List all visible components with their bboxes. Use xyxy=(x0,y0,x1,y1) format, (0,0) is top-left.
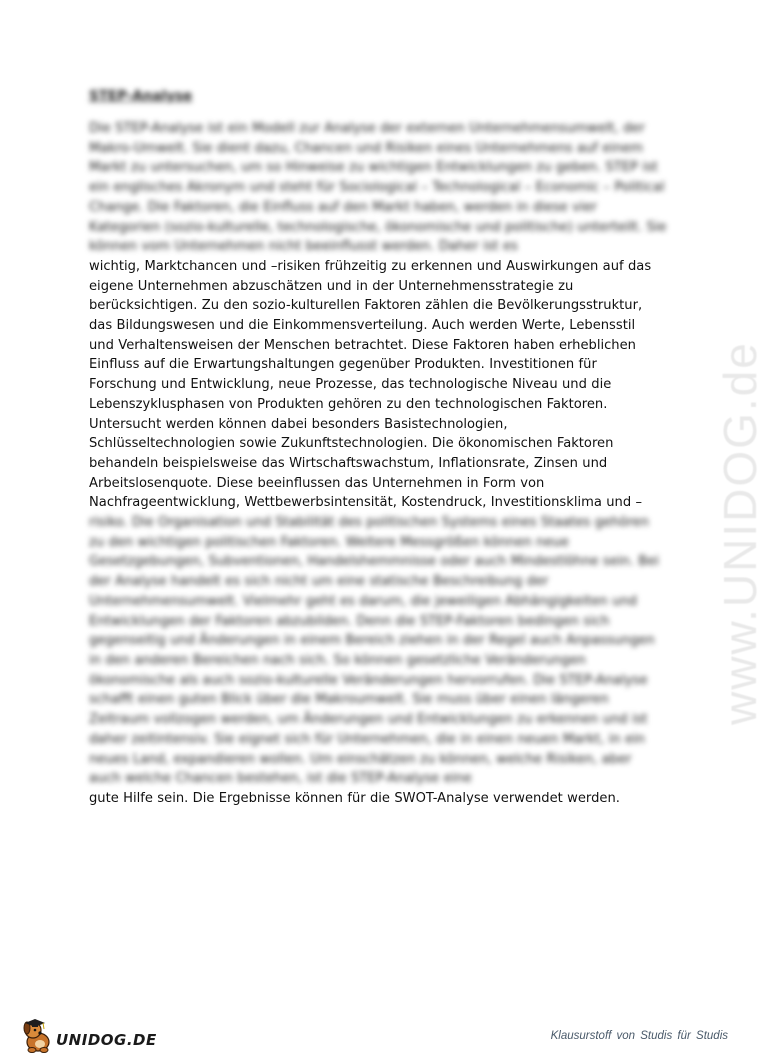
text-line: Untersucht werden können dabei besonders Basistechnologien, xyxy=(89,416,508,432)
text-line: Einfluss auf die Erwartungshaltungen gegenüber Produkten. Investitionen für xyxy=(89,357,597,373)
text-line: eigene Unternehmen abzuschätzen und in der Unternehmensstrategie zu xyxy=(89,278,574,294)
text-line: Lebenszyklusphasen von Produkten gehören zu den technologischen Faktoren. xyxy=(89,396,608,412)
logo-text: UNIDOG.DE xyxy=(56,1031,157,1049)
footer-tagline: Klausurstoff von Studis für Studis xyxy=(550,1030,728,1042)
text-line: Forschung und Entwicklung, neue Prozesse, das technologische Niveau und die xyxy=(89,377,612,393)
last-text-line: gute Hilfe sein. Die Ergebnisse können für die SWOT-Analyse verwendet werden. xyxy=(89,790,620,806)
document-title: STEP-Analyse xyxy=(89,88,193,104)
text-line: Arbeitslosenquote. Diese beeinflussen das Unternehmen in Form von xyxy=(89,475,545,491)
text-line: behandeln beispielsweise das Wirtschaftswachstum, Inflationsrate, Zinsen und xyxy=(89,455,608,471)
watermark: www.UNIDOG.de xyxy=(714,341,766,725)
visible-text-block xyxy=(89,257,667,513)
text-line: das Bildungswesen und die Einkommensverteilung. Auch werden Werte, Lebensstil xyxy=(89,318,636,334)
blurred-intro-paragraph: Die STEP-Analyse ist ein Modell zur Analyse der externen Unternehmensumwelt, der Makro-Umwelt. Sie dient dazu, Chancen und Risiken eines Unternehmens auf einem Markt zu untersuchen, um so Hinweise zu wichtigen Entwicklungen zu geben. STEP ist ein englisches Akronym und steht für Sociological – Technological – Economic – Political Change. Die Faktoren, die Einfluss auf den Markt haben, werden in diese vier Kategorien (sozio-kulturelle, technologische, ökonomische und politische) unterteilt. Sie können vom Unternehmen nicht beeinflusst werden. Daher ist es xyxy=(89,121,667,255)
unidog-logo[interactable] xyxy=(20,1016,157,1054)
text-line: wichtig, Marktchancen und –risiken frühzeitig zu erkennen und Auswirkungen auf das xyxy=(89,258,652,274)
blurred-middle-paragraph: risiko. Die Organisation und Stabilität des politischen Systems eines Staates gehören zu den wichtigen politischen Faktoren. Weitere Messgrößen können neue Gesetzgebungen, Subventionen, Handelshemmnisse oder auch Mindestlöhne sein. Bei der Analyse handelt es sich nicht um eine statische Beschreibung der Unternehmensumwelt. Vielmehr geht es darum, die jeweiligen Abhängigkeiten und Entwicklungen der Faktoren abzubilden. Denn die STEP-Faktoren bedingen sich gegenseitig und Änderungen in einem Bereich ziehen in der Regel auch Anpassungen in den anderen Bereichen nach sich. So können gesetzliche Veränderungen ökonomische als auch sozio-kulturelle Veränderungen hervorrufen. Die STEP-Analyse schafft einen guten Blick über die Makroumwelt. Sie muss über einen längeren Zeitraum vollzogen werden, um Änderungen und Entwicklungen zu erkennen und ist daher zeitintensiv. Sie eignet sich für Unternehmen, die in einen neuen Markt, in ein neues Land, expandieren wollen. Um einschätzen zu können, welche Risiken, aber auch welche Chancen bestehen, ist die STEP-Analyse eine xyxy=(89,515,659,787)
text-line: Nachfrageentwicklung, Wettbewerbsintensität, Kostendruck, Investitionsklima und – xyxy=(89,495,643,511)
text-line: berücksichtigen. Zu den sozio-kulturellen Faktoren zählen die Bevölkerungsstruktur, xyxy=(89,298,643,314)
text-line: Schlüsseltechnologien sowie Zukunftstechnologien. Die ökonomischen Faktoren xyxy=(89,436,614,452)
text-line: und Verhaltensweisen der Menschen betrachtet. Diese Faktoren haben erheblichen xyxy=(89,337,636,353)
dog-mascot-icon xyxy=(20,1018,54,1054)
document-content xyxy=(89,86,667,809)
